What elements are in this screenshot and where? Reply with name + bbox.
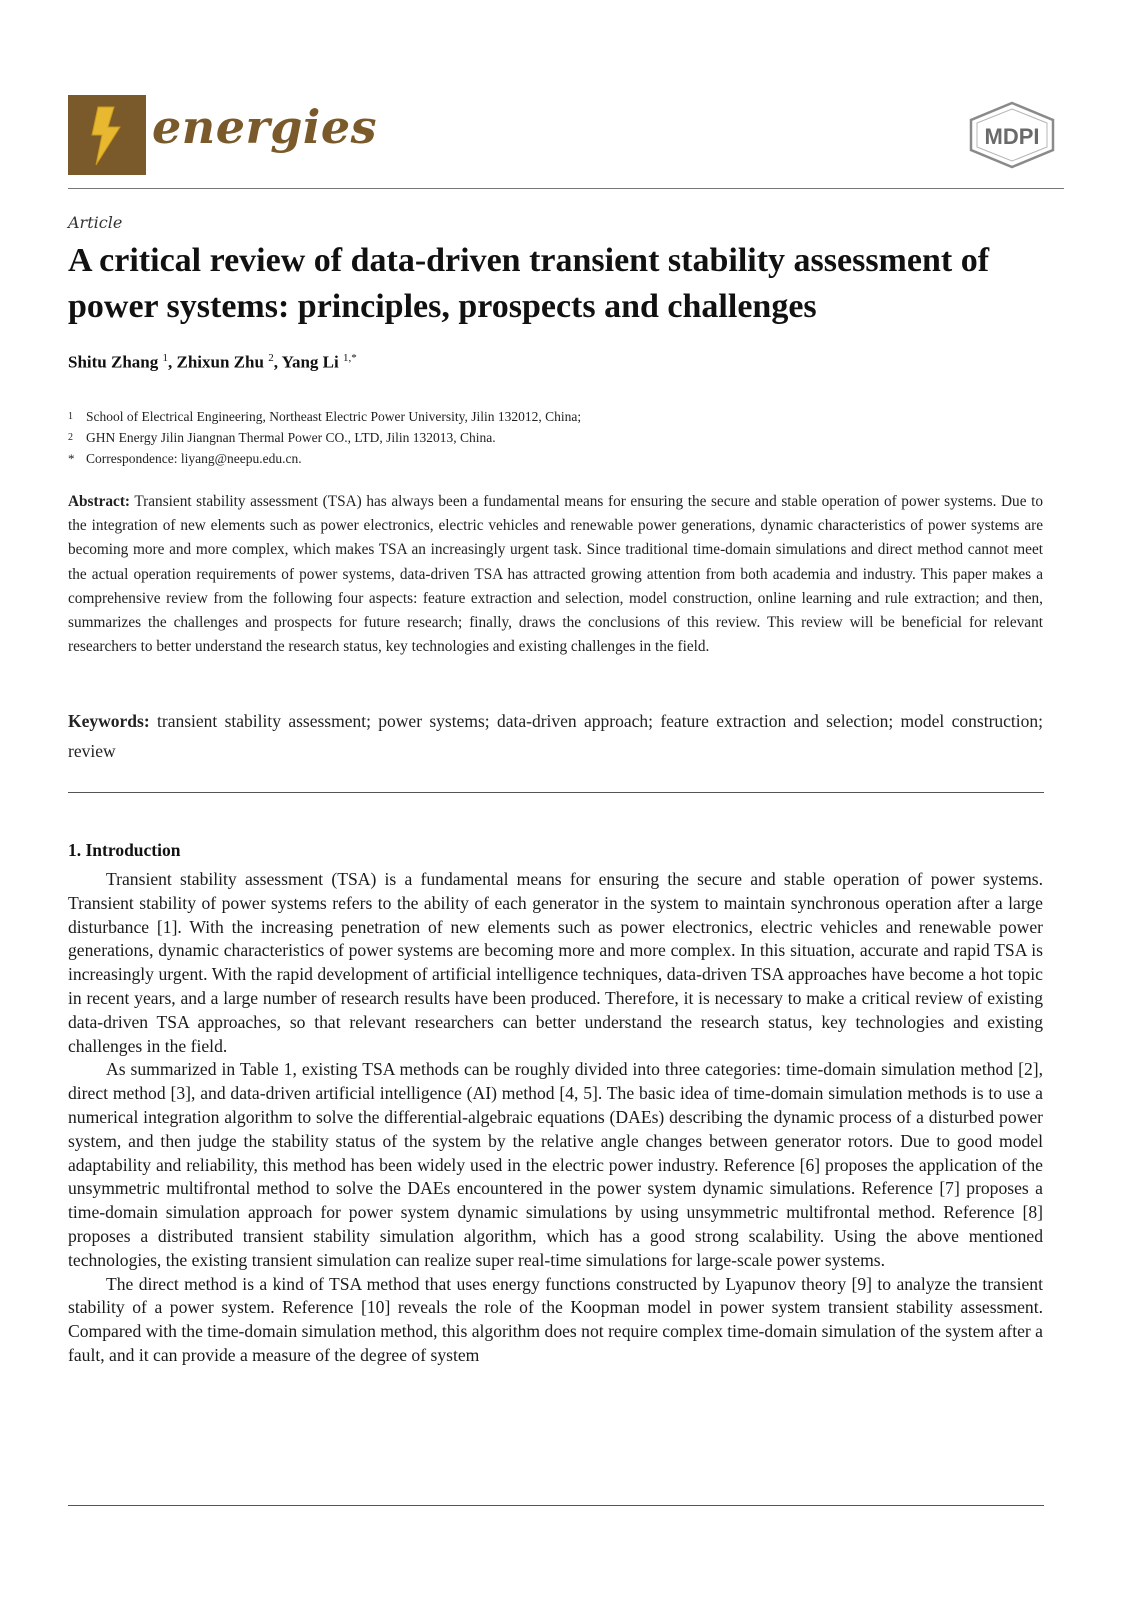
footer-divider bbox=[68, 1505, 1044, 1506]
author-list: Shitu Zhang $^1$, Zhixun Zhu $^2$, Yang Li $^{1,*}$ bbox=[68, 352, 357, 372]
section-divider bbox=[68, 792, 1044, 793]
author-affiliation-mark: 1,* bbox=[342, 352, 357, 364]
affiliation-mark: 1 bbox=[68, 411, 73, 422]
section-body bbox=[68, 868, 1043, 1368]
author-name: Shitu Zhang bbox=[68, 352, 159, 372]
affiliation-text: GHN Energy Jilin Jiangnan Thermal Power CO., LTD, Jilin 132013, China. bbox=[86, 430, 496, 445]
lightning-bolt-icon bbox=[68, 95, 146, 175]
keywords-label: Keywords: bbox=[68, 711, 150, 731]
body-paragraph: Transient stability assessment (TSA) is a fundamental means for ensuring the secure and stable operation of power systems. Transient stability of power systems refers to the ability of each generator in the system to maintain synchronous operation after a large disturbance [1]. With the increasing penetration of new elements such as power electronics, electric vehicles and renewable power generations, dynamic characteristics of power systems are becoming more and more complex. In this situation, accurate and rapid TSA is increasingly urgent. With the rapid development of artificial intelligence techniques, data-driven TSA approaches have become a hot topic in recent years, and a large number of research results have been produced. Therefore, it is necessary to make a critical review of existing data-driven TSA approaches, so that relevant researchers can better understand the research status, key technologies and existing challenges in the field. bbox=[68, 869, 1043, 1056]
author-affiliation-mark: 2 bbox=[268, 352, 274, 364]
journal-logo-box bbox=[68, 95, 146, 175]
affiliations bbox=[68, 406, 581, 469]
correspondence-text: Correspondence: liyang@neepu.edu.cn. bbox=[86, 451, 302, 466]
affiliation-row bbox=[68, 427, 581, 448]
affiliation-text: School of Electrical Engineering, Northeast Electric Power University, Jilin 132012, China; bbox=[86, 409, 582, 424]
publisher-logo-text: MDPI bbox=[984, 124, 1040, 149]
abstract-label: Abstract: bbox=[68, 493, 131, 510]
affiliation-mark: * bbox=[68, 451, 75, 466]
author-affiliation-mark: 1 bbox=[162, 352, 168, 364]
author-name: Yang Li bbox=[281, 352, 339, 372]
article-title: A critical review of data-driven transient stability assessment of power systems: principles, prospects and challenges bbox=[68, 242, 990, 325]
header-divider bbox=[68, 188, 1064, 189]
body-paragraph: As summarized in Table 1, existing TSA methods can be roughly divided into three categories: time-domain simulation method [2], direct method [3], and data-driven artificial intelligence (AI) method [4, 5]. The basic idea of time-domain simulation methods is to use a numerical integration algorithm to solve the differential-algebraic equations (DAEs) describing the dynamic process of a disturbed power system, and then judge the stability status of the system by the relative angle changes between generator rotors. Due to good model adaptability and reliability, this method has been widely used in the electric power industry. Reference [6] proposes the application of the unsymmetric multifrontal method to solve the DAEs encountered in the power system dynamic simulations. Reference [7] proposes a time-domain simulation approach for power system dynamic simulations by using unsymmetric multifrontal method. Reference [8] proposes a distributed transient stability simulation algorithm, which has a good strong scalability. Using the above mentioned technologies, the existing transient simulation can realize super real-time simulations for large-scale power systems. bbox=[68, 1059, 1043, 1270]
body-paragraph: The direct method is a kind of TSA method that uses energy functions constructed by Lyapunov theory [9] to analyze the transient stability of a power system. Reference [10] reveals the role of the Koopman model in power system transient stability assessment. Compared with the time-domain simulation method, this algorithm does not require complex time-domain simulation of the system after a fault, and it can provide a measure of the degree of system bbox=[68, 1273, 1043, 1365]
author-name: Zhixun Zhu bbox=[176, 352, 264, 372]
journal-name: energies bbox=[152, 100, 378, 154]
affiliation-row bbox=[68, 406, 581, 427]
abstract bbox=[68, 490, 1043, 659]
keywords-text: transient stability assessment; power systems; data-driven approach; feature extraction and selection; model construction; review bbox=[68, 711, 1043, 761]
section-heading: 1. Introduction bbox=[68, 840, 181, 860]
keywords bbox=[68, 706, 1043, 766]
correspondence-row bbox=[68, 448, 581, 469]
affiliation-mark: 2 bbox=[68, 432, 73, 443]
mdpi-logo-icon bbox=[963, 100, 1061, 170]
abstract-text: Transient stability assessment (TSA) has always been a fundamental means for ensuring the secure and stable operation of power systems. Due to the integration of new elements such as power electronics, electric vehicles and renewable power generations, dynamic characteristics of power systems are becoming more and more complex, which makes TSA an increasingly urgent task. Since traditional time-domain simulations and direct method cannot meet the actual operation requirements of power systems, data-driven TSA has attracted growing attention from both academia and industry. This paper makes a comprehensive review from the following four aspects: feature extraction and selection, model construction, online learning and rule extraction; and then, summarizes the challenges and prospects for future research; finally, draws the conclusions of this review. This review will be beneficial for relevant researchers to better understand the research status, key technologies and existing challenges in the field. bbox=[68, 493, 1043, 656]
article-type: Article bbox=[68, 213, 123, 232]
publisher-logo bbox=[963, 100, 1061, 170]
